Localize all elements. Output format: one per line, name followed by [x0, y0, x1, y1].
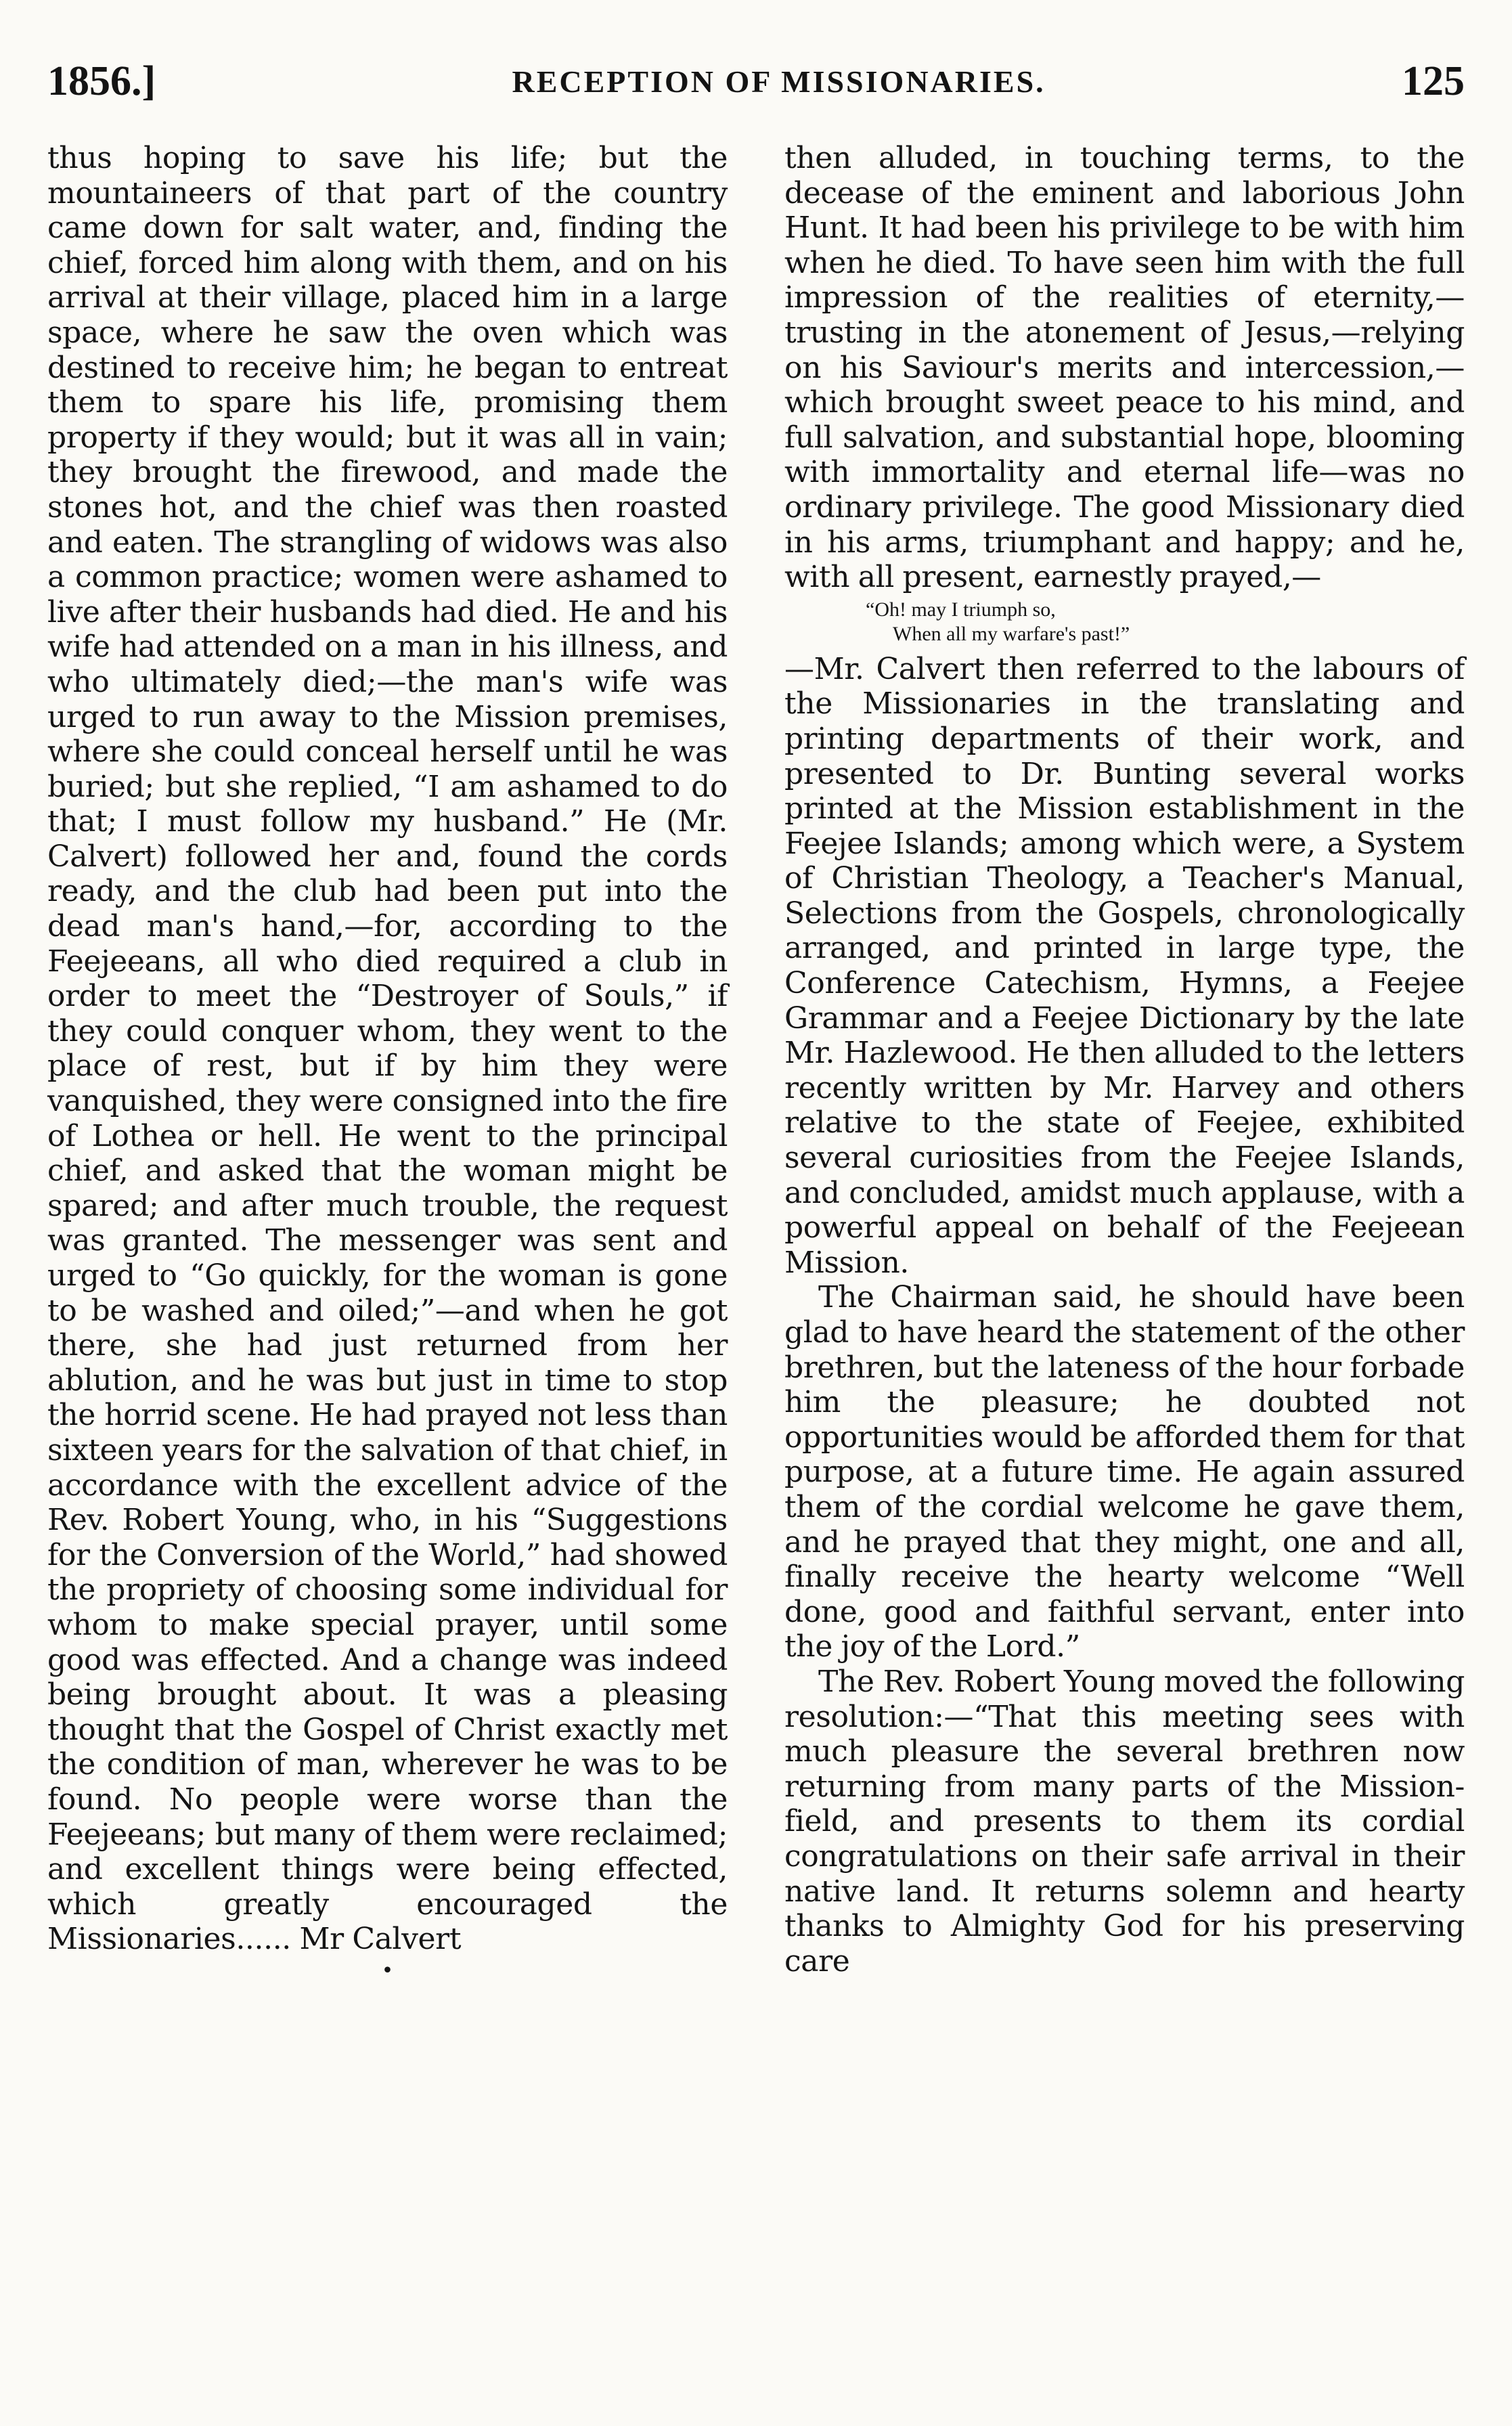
right-paragraph-3: The Chairman said, he should have been glad to have heard the statement of the other brethren, but the lateness of the hour forbade him the pleasure; he doubted not opportunities would be afforded them for that purpose, at a future time. He again assured them of the cordial welcome he gave them, and he prayed that they might, one and all, finally receive the hearty welcome “Well done, good and faithful servant, enter into the joy of the Lord.” — [784, 1280, 1465, 1664]
right-column — [784, 141, 1465, 1981]
left-paragraph-1: thus hoping to save his life; but the mountaineers of that part of the country came down for salt water, and, finding the chief, forced him along with them, and on his arrival at their village, placed him in a large space, where he saw the oven which was destined to receive him; he began to entreat them to spare his life, promising them property if they would; but it was all in vain; they brought the firewood, and made the stones hot, and the chief was then roasted and eaten. The strangling of widows was also a common practice; women were ashamed to live after their husbands had died. He and his wife had attended on a man in his illness, and who ultimately died;—the man's wife was urged to run away to the Mission premises, where she could conceal herself until he was buried; but she replied, “I am ashamed to do that; I must follow my husband.” He (Mr. Calvert) followed her and, found the cords ready, and the club had been put into the dead man's hand,—for, according to the Feejeeans, all who died required a club in order to meet the “Destroyer of Souls,” if they could conquer whom, they went to the place of rest, but if by him they were vanquished, they were consigned into the fire of Lothea or hell. He went to the principal chief, and asked that the woman might be spared; and after much trouble, the request was granted. The messenger was sent and urged to “Go quickly, for the woman is gone to be washed and oiled;”—and when he got there, she had just returned from her ablution, and he was but just in time to stop the horrid scene. He had prayed not less than sixteen years for the salvation of that chief, in accordance with the excellent advice of the Rev. Robert Young, who, in his “Suggestions for the Conversion of the World,” had showed the propriety of choosing some individual for whom to make special prayer, until some good was effected. And a change was indeed being brought about. It was a pleasing thought that the Gospel of Christ exactly met the condition of man, wherever he was to be found. No people were worse than the Feejeeans; but many of them were reclaimed; and excellent things were being effected, which greatly encouraged the Missionaries...... Mr Calvert — [47, 141, 728, 1957]
hymn-quote — [784, 598, 1465, 646]
text-columns — [47, 141, 1465, 1981]
hymn-line-1: “Oh! may I triumph so, — [866, 598, 1056, 621]
header-title: RECEPTION OF MISSIONARIES. — [512, 64, 1046, 99]
right-paragraph-2: —Mr. Calvert then referred to the labours of the Missionaries in the translating and printing departments of their work, and presented to Dr. Bunting several works printed at the Mission establishment in the Feejee Islands; among which were, a System of Christian Theology, a Teacher's Manual, Selections from the Gospels, chronologically arranged, and printed in large type, the Conference Catechism, Hymns, a Feejee Grammar and a Feejee Dictionary by the late Mr. Hazlewood. He then alluded to the letters recently written by Mr. Harvey and others relative to the state of Feejee, exhibited several curiosities from the Feejee Islands, and concluded, amidst much applause, with a powerful appeal on behalf of the Feejeean Mission. — [784, 651, 1465, 1280]
hymn-line-2: When all my warfare's past!” — [893, 622, 1130, 645]
footer-mark: • — [381, 1958, 394, 1983]
left-column — [47, 141, 728, 1981]
page-number: 125 — [1402, 58, 1465, 104]
right-paragraph-4: The Rev. Robert Young moved the following resolution:—“That this meeting sees with much pleasure the several brethren now returning from many parts of the Mission-field, and presents to them its cordial congratulations on their safe arrival in their native land. It returns solemn and hearty thanks to Almighty God for his preserving care — [784, 1664, 1465, 1979]
right-paragraph-1: then alluded, in touching terms, to the decease of the eminent and laborious John Hunt. It had been his privilege to be with him when he died. To have seen him with the full impression of the realities of eternity,—trusting in the atonement of Jesus,—relying on his Saviour's merits and intercession,—which brought sweet peace to his mind, and full salvation, and substantial hope, blooming with immortality and eternal life—was no ordinary privilege. The good Missionary died in his arms, triumphant and happy; and he, with all present, earnestly prayed,— — [784, 141, 1465, 595]
header-year: 1856.] — [47, 58, 156, 104]
running-head — [47, 47, 1465, 115]
